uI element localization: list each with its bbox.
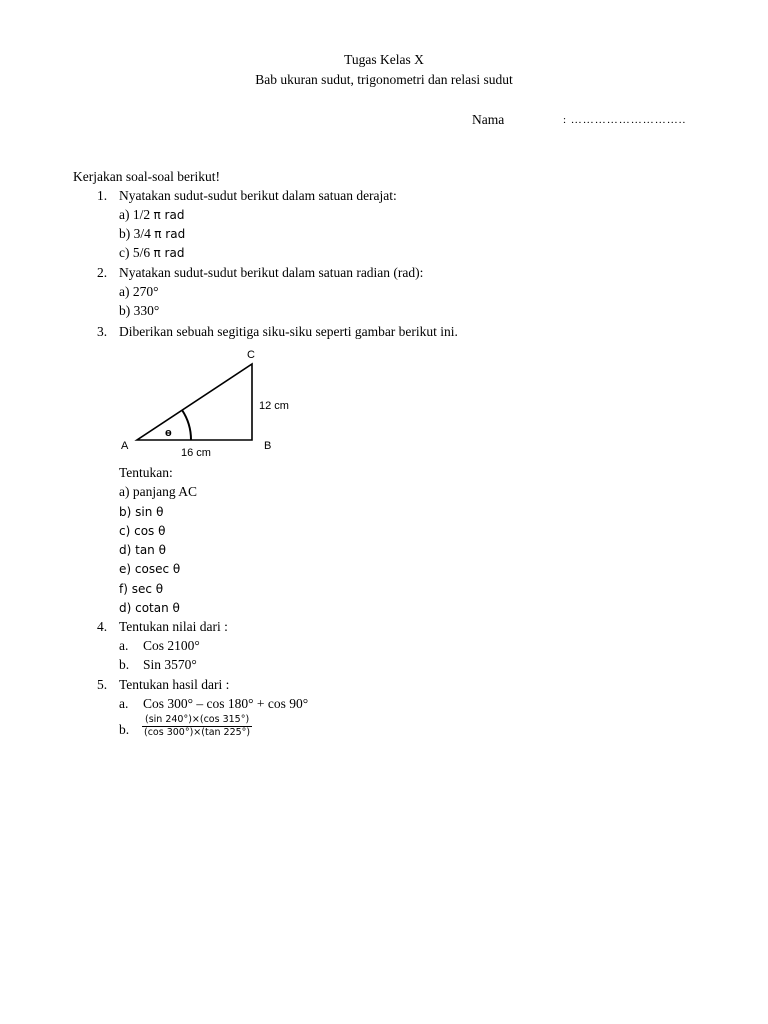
question-4-text: Tentukan nilai dari : xyxy=(119,619,228,634)
question-4-item-a-letter: a. xyxy=(119,638,129,653)
angle-arc xyxy=(182,410,191,440)
vertex-c-label: C xyxy=(247,349,255,361)
question-1-item-b-unit: π rad xyxy=(154,227,186,241)
question-1-item-b xyxy=(119,226,185,242)
question-4-number: 4. xyxy=(97,619,108,634)
angle-theta-label: ɵ xyxy=(165,427,172,439)
question-5-item-b-letter: b. xyxy=(119,722,130,737)
question-3-item-c: c) cos θ xyxy=(119,524,166,538)
question-3-prompt: Tentukan: xyxy=(119,465,173,480)
question-4-item-a-text: Cos 2100° xyxy=(143,638,200,653)
question-1-item-a-unit: π rad xyxy=(153,208,185,222)
question-2-number: 2. xyxy=(97,265,108,280)
question-5-number: 5. xyxy=(97,677,108,692)
fraction-denominator: (cos 300°)×(tan 225°) xyxy=(144,727,251,738)
name-label: Nama xyxy=(472,112,505,127)
question-1-text: Nyatakan sudut-sudut berikut dalam satuan derajat: xyxy=(119,188,397,203)
triangle-shape xyxy=(137,364,252,440)
side-bc-label: 12 cm xyxy=(259,400,289,412)
question-3-item-b: b) sin θ xyxy=(119,505,164,519)
question-5-text: Tentukan hasil dari : xyxy=(119,677,230,692)
question-1-item-a-value: a) 1/2 xyxy=(119,207,151,222)
question-1-item-c-value: c) 5/6 xyxy=(119,245,151,260)
question-3-number: 3. xyxy=(97,324,108,339)
document-title: Tugas Kelas X xyxy=(344,52,424,67)
question-3-item-g: d) cotan θ xyxy=(119,601,180,615)
instructions: Kerjakan soal-soal berikut! xyxy=(73,169,220,184)
question-4-item-b-letter: b. xyxy=(119,657,130,672)
question-2-item-b: b) 330° xyxy=(119,303,160,318)
question-1-number: 1. xyxy=(97,188,108,203)
question-5-item-a-letter: a. xyxy=(119,696,129,711)
question-1-item-b-value: b) 3/4 xyxy=(119,226,151,241)
question-1-item-c-unit: π rad xyxy=(153,246,185,260)
vertex-a-label: A xyxy=(121,440,129,452)
question-1-item-a xyxy=(119,207,184,223)
right-triangle-figure xyxy=(115,347,315,457)
name-field: : ……………………….. xyxy=(563,114,687,126)
question-3-item-a: a) panjang AC xyxy=(119,484,197,499)
question-2-item-a: a) 270° xyxy=(119,284,159,299)
question-3-item-d: d) tan θ xyxy=(119,543,166,557)
question-5-item-a-text: Cos 300° – cos 180° + cos 90° xyxy=(143,696,309,711)
vertex-b-label: B xyxy=(264,440,272,452)
fraction-numerator: (sin 240°)×(cos 315°) xyxy=(142,714,252,727)
question-2-text: Nyatakan sudut-sudut berikut dalam satuan radian (rad): xyxy=(119,265,424,280)
question-3-item-f: f) sec θ xyxy=(119,582,164,596)
question-3-text: Diberikan sebuah segitiga siku-siku seperti gambar berikut ini. xyxy=(119,324,458,339)
side-ab-label: 16 cm xyxy=(181,447,211,457)
question-4-item-b-text: Sin 3570° xyxy=(143,657,197,672)
question-1-item-c xyxy=(119,245,184,261)
question-3-item-e: e) cosec θ xyxy=(119,562,181,576)
question-5-item-b-fraction xyxy=(142,714,252,739)
document-subtitle: Bab ukuran sudut, trigonometri dan relasi sudut xyxy=(255,72,513,87)
